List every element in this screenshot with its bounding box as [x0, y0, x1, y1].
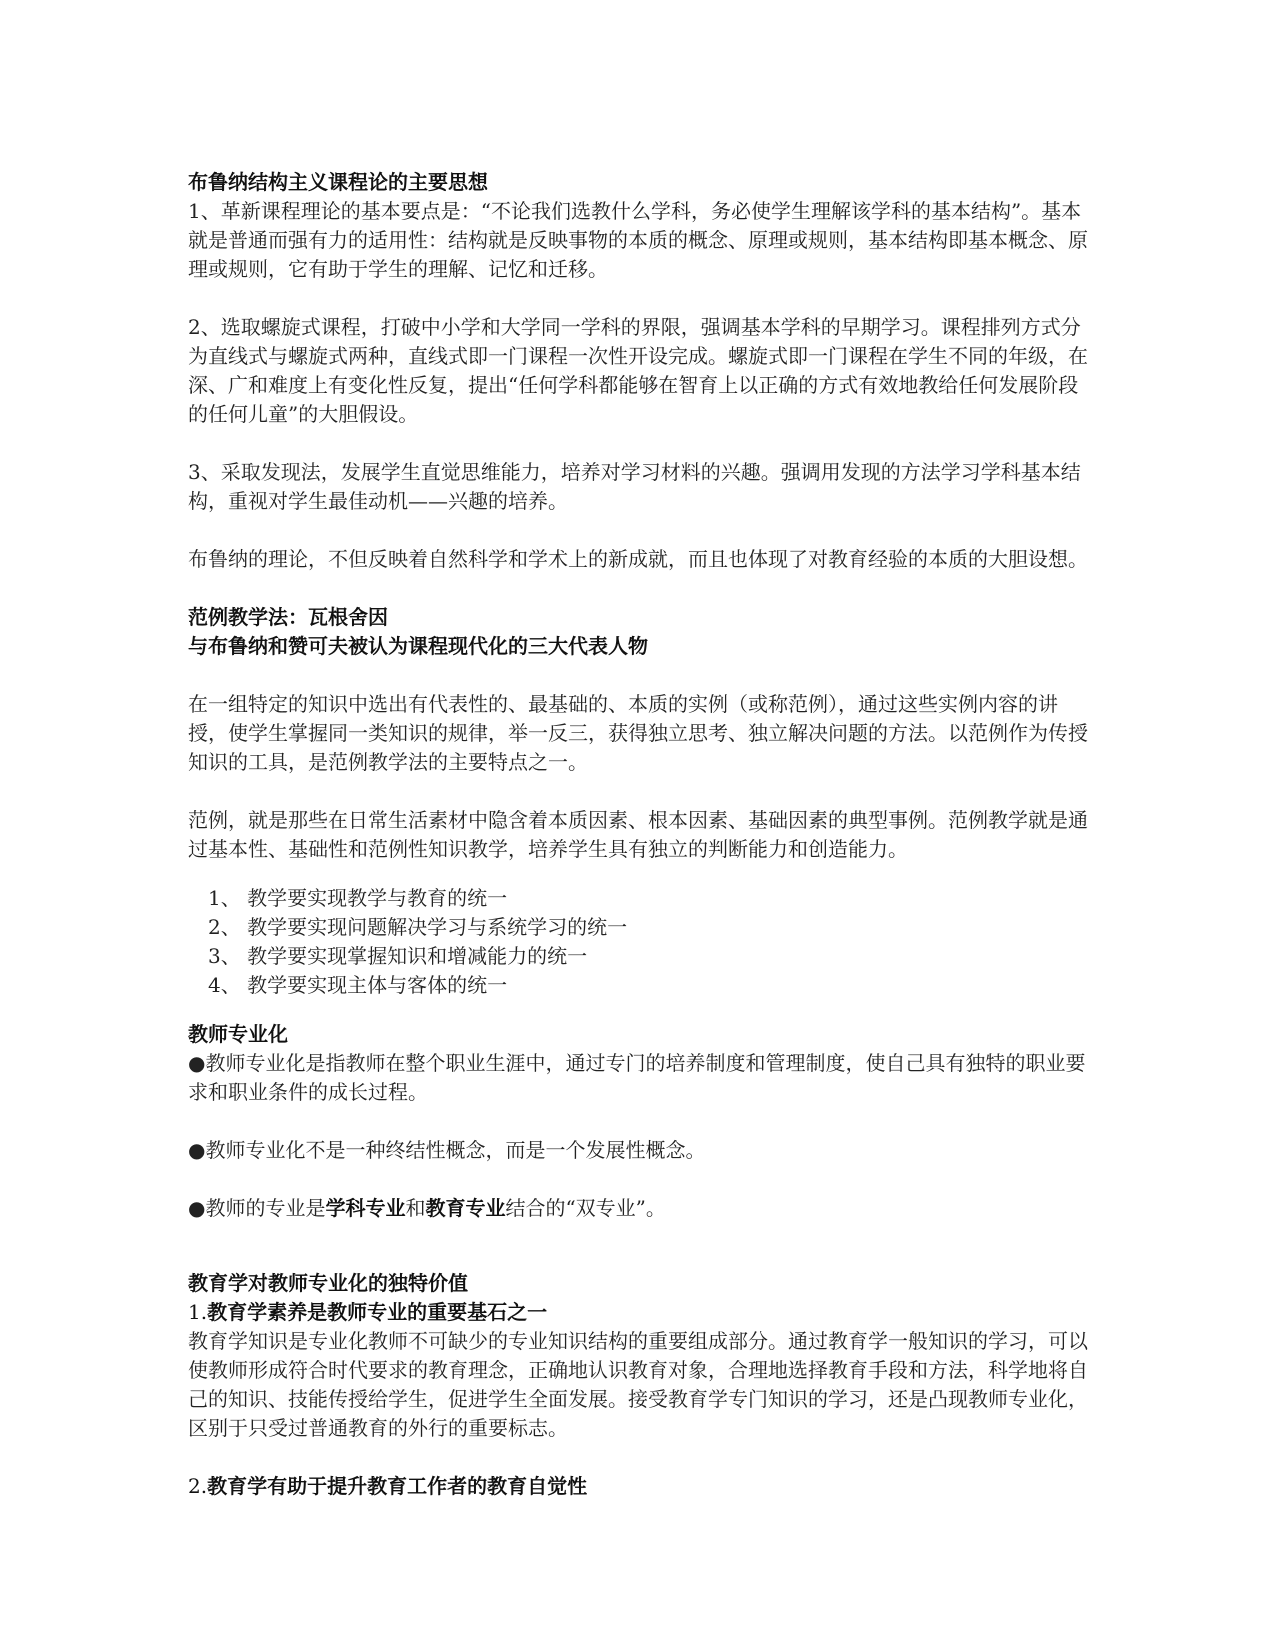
numbered-list: [188, 884, 1088, 1000]
list-item: 4、 教学要实现主体与客体的统一: [208, 973, 508, 997]
paragraph: 布鲁纳的理论，不但反映着自然科学和学术上的新成就，而且也体现了对教育经验的本质的大胆设想。: [188, 547, 1088, 571]
section-title-exemplary-teaching: 范例教学法：瓦根舍因: [188, 605, 388, 629]
subsection-heading: [188, 1472, 1088, 1501]
subsection-number: 2.: [188, 1474, 208, 1498]
paragraph: 3、采取发现法，发展学生直觉思维能力，培养对学习材料的兴趣。强调用发现的方法学习学科基本结构，重视对学生最佳动机——兴趣的培养。: [188, 460, 1081, 513]
section-title-bruner: 布鲁纳结构主义课程论的主要思想: [188, 170, 488, 194]
bold-term: 教育专业: [425, 1196, 506, 1220]
bullet-text: 和: [405, 1196, 426, 1220]
document-body: [188, 168, 1088, 1501]
list-item: 3、 教学要实现掌握知识和增减能力的统一: [208, 944, 588, 968]
paragraph: 1、革新课程理论的基本要点是：“不论我们选教什么学科，务必使学生理解该学科的基本结构”。基本就是普通而强有力的适用性：结构就是反映事物的本质的概念、原理或规则，基本结构即基本概念、原理或规则，它有助于学生的理解、记忆和迁移。: [188, 199, 1088, 281]
bullet-text: 结合的“双专业”。: [505, 1196, 666, 1220]
bullet-paragraph: [188, 1194, 1088, 1223]
paragraph: 2、选取螺旋式课程，打破中小学和大学同一学科的界限，强调基本学科的早期学习。课程排列方式分为直线式与螺旋式两种，直线式即一门课程一次性开设完成。螺旋式即一门课程在学生不同的年级，在深、广和难度上有变化性反复，提出“任何学科都能够在智育上以正确的方式有效地教给任何发展阶段的任何儿童”的大胆假设。: [188, 315, 1088, 426]
bullet-text: 教师的专业是: [205, 1196, 326, 1220]
subsection-text: 教育学素养是教师专业的重要基石之一: [207, 1300, 548, 1324]
list-item: 2、 教学要实现问题解决学习与系统学习的统一: [208, 915, 628, 939]
bullet-icon: ●: [188, 1051, 206, 1075]
paragraph: 教育学知识是专业化教师不可缺少的专业知识结构的重要组成部分。通过教育学一般知识的学习，可以使教师形成符合时代要求的教育理念，正确地认识教育对象，合理地选择教育手段和方法，科学地将自己的知识、技能传授给学生，促进学生全面发展。接受教育学专门知识的学习，还是凸现教师专业化，区别于只受过普通教育的外行的重要标志。: [188, 1329, 1088, 1440]
paragraph: 在一组特定的知识中选出有代表性的、最基础的、本质的实例（或称范例），通过这些实例内容的讲授，使学生掌握同一类知识的规律，举一反三，获得独立思考、独立解决问题的方法。以范例作为传授知识的工具，是范例教学法的主要特点之一。: [188, 692, 1088, 774]
section-subtitle: 与布鲁纳和赞可夫被认为课程现代化的三大代表人物: [188, 634, 648, 658]
section-title-unique-value: 教育学对教师专业化的独特价值: [188, 1271, 468, 1295]
paragraph: 范例，就是那些在日常生活素材中隐含着本质因素、根本因素、基础因素的典型事例。范例教学就是通过基本性、基础性和范例性知识教学，培养学生具有独立的判断能力和创造能力。: [188, 808, 1088, 861]
bullet-icon: ●: [188, 1196, 206, 1220]
subsection-heading: [188, 1298, 1088, 1327]
bullet-paragraph: [188, 1136, 1088, 1165]
list-item: 1、 教学要实现教学与教育的统一: [208, 886, 508, 910]
bullet-paragraph: [188, 1049, 1088, 1107]
subsection-text: 教育学有助于提升教育工作者的教育自觉性: [207, 1474, 588, 1498]
subsection-number: 1.: [188, 1300, 208, 1324]
bullet-text: 教师专业化不是一种终结性概念，而是一个发展性概念。: [205, 1138, 706, 1162]
bold-term: 学科专业: [325, 1196, 406, 1220]
bullet-text: 教师专业化是指教师在整个职业生涯中，通过专门的培养制度和管理制度，使自己具有独特的职业要求和职业条件的成长过程。: [188, 1051, 1086, 1104]
bullet-icon: ●: [188, 1138, 206, 1162]
section-title-teacher-professionalization: 教师专业化: [188, 1022, 288, 1046]
